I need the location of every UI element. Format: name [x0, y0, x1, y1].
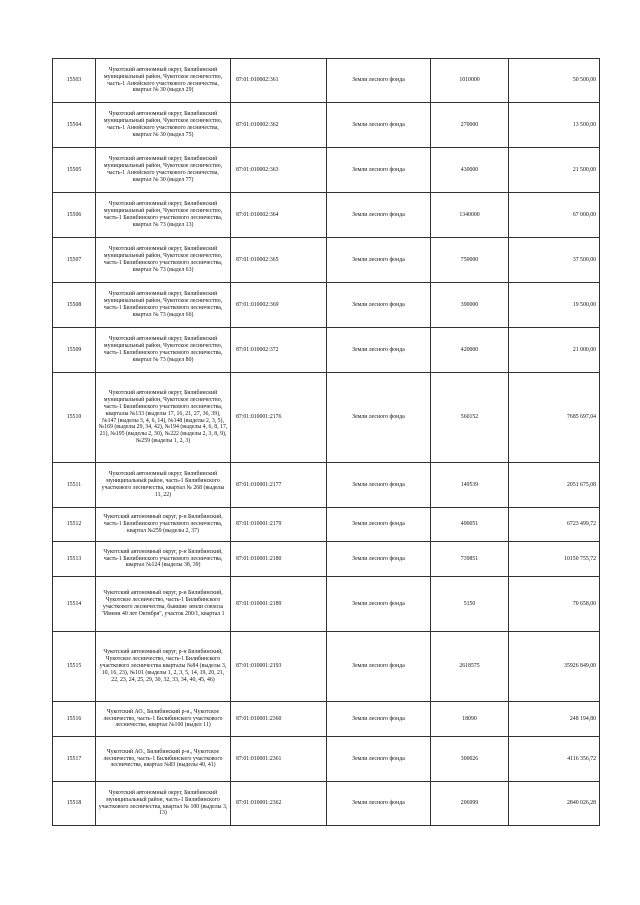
- location-description: Чукотский автономный округ, р-н Билибинский, часть-1 Билибинского участкового лесничества, квартал №124 (выделы 38, 39): [96, 542, 231, 577]
- amount-value: 2051 675,08: [509, 463, 600, 508]
- cadastral-number: 87:01:010001:2193: [231, 632, 327, 702]
- table-row: [53, 463, 600, 508]
- table-row: [53, 283, 600, 328]
- row-number: 15507: [53, 238, 96, 283]
- row-number: 15505: [53, 148, 96, 193]
- location-description: Чукотский автономный округ, Билибинский муниципальный район, Чукотское лесничество, часть-1 Анюйского участкового лесничества, квартал № 30 (выдел 77): [96, 148, 231, 193]
- cadastral-number: 87:01:010001:2180: [231, 542, 327, 577]
- row-number: 15515: [53, 632, 96, 702]
- location-description: Чукотский автономный округ, Билибинский муниципальный район, Чукотское лесничество, часть-1 Билибинского участкового лесничества, квартал № 73 (выдел 66): [96, 283, 231, 328]
- cadastral-number: 87:01:010002:364: [231, 193, 327, 238]
- area-value: 560152: [431, 373, 509, 463]
- row-number: 15509: [53, 328, 96, 373]
- cadastral-number: 87:01:010001:2189: [231, 577, 327, 632]
- land-category: Земли лесного фонда: [327, 59, 431, 103]
- location-description: Чукотский автономный округ, р-н Билибинский, Чукотское лесничество, часть-1 Билибинского участкового лесничества, бывшие земли совхоза "Имени 40 лет Октября", участок 200/1, квартал 1: [96, 577, 231, 632]
- location-description: Чукотский автономный округ, Билибинский муниципальный район, часть-1 Билибинского участкового лесничества, квартал № 268 (выделы 11, 22): [96, 463, 231, 508]
- area-value: 1340000: [431, 193, 509, 238]
- amount-value: 50 500,00: [509, 59, 600, 103]
- cadastral-number: 87:01:010001:2179: [231, 508, 327, 542]
- cadastral-number: 87:01:010001:2361: [231, 737, 327, 782]
- location-description: Чукотский автономный округ, Билибинский муниципальный район, часть-1 Билибинского участкового лесничества, квартал № 100 (выделы 3, 13): [96, 782, 231, 826]
- table-row: [53, 59, 600, 103]
- cadastral-number: 87:01:010002:365: [231, 238, 327, 283]
- amount-value: 35926 849,00: [509, 632, 600, 702]
- amount-value: 6723 499,72: [509, 508, 600, 542]
- location-description: Чукотский автономный округ, Билибинский муниципальный район, Чукотское лесничество, часть-1 Анюйского участкового лесничества, квартал № 30 (выдел 29): [96, 59, 231, 103]
- amount-value: 21 000,00: [509, 328, 600, 373]
- cadastral-number: 87:01:010002:363: [231, 148, 327, 193]
- table-row: [53, 782, 600, 826]
- area-value: 739851: [431, 542, 509, 577]
- location-description: Чукотский автономный округ, р-н Билибинский, Чукотское лесничество, часть-1 Билибинского участкового лесничества кварталы №84 (выделы 3, 10, 16, 23), №101 (выделы 1, 2, 3, 5, 14, 19, 20, 21, 22, 23, 24, 25, 29, 30, 32, 33, 34, 40, 45, 46): [96, 632, 231, 702]
- land-category: Земли лесного фонда: [327, 463, 431, 508]
- table-row: [53, 238, 600, 283]
- row-number: 15510: [53, 373, 96, 463]
- area-value: 490051: [431, 508, 509, 542]
- area-value: 390000: [431, 283, 509, 328]
- area-value: 18090: [431, 702, 509, 737]
- land-category: Земли лесного фонда: [327, 373, 431, 463]
- land-category: Земли лесного фонда: [327, 328, 431, 373]
- area-value: 206999: [431, 782, 509, 826]
- amount-value: 10150 755,72: [509, 542, 600, 577]
- row-number: 15511: [53, 463, 96, 508]
- location-description: Чукотский АО., Билибинский р-н., Чукотское лесничество, часть-1 Билибинского участкового лесничества, квартал №83 (выделы 40, 41): [96, 737, 231, 782]
- amount-value: 19 500,00: [509, 283, 600, 328]
- location-description: Чукотский автономный округ, Билибинский муниципальный район, Чукотское лесничество, часть-1 Билибинского участкового лесничества, квартал № 73 (выдел 80): [96, 328, 231, 373]
- table-row: [53, 632, 600, 702]
- table-row: [53, 737, 600, 782]
- land-category: Земли лесного фонда: [327, 702, 431, 737]
- area-value: 420000: [431, 328, 509, 373]
- land-category: Земли лесного фонда: [327, 782, 431, 826]
- table-row: [53, 373, 600, 463]
- cadastral-number: 87:01:010001:2177: [231, 463, 327, 508]
- land-category: Земли лесного фонда: [327, 148, 431, 193]
- area-value: 5150: [431, 577, 509, 632]
- row-number: 15516: [53, 702, 96, 737]
- row-number: 15504: [53, 103, 96, 148]
- amount-value: 2840 026,28: [509, 782, 600, 826]
- table-row: [53, 577, 600, 632]
- table-row: [53, 508, 600, 542]
- table-row: [53, 148, 600, 193]
- land-category: Земли лесного фонда: [327, 283, 431, 328]
- cadastral-number: 87:01:010001:2360: [231, 702, 327, 737]
- row-number: 15508: [53, 283, 96, 328]
- row-number: 15503: [53, 59, 96, 103]
- row-number: 15513: [53, 542, 96, 577]
- cadastral-number: 87:01:010002:369: [231, 283, 327, 328]
- area-value: 2618575: [431, 632, 509, 702]
- land-category: Земли лесного фонда: [327, 238, 431, 283]
- row-number: 15512: [53, 508, 96, 542]
- land-category: Земли лесного фонда: [327, 542, 431, 577]
- table-row: [53, 542, 600, 577]
- area-value: 1010000: [431, 59, 509, 103]
- cadastral-number: 87:01:010001:2362: [231, 782, 327, 826]
- location-description: Чукотский автономный округ, Билибинский муниципальный район, Чукотское лесничество, часть-1 Билибинского участкового лесничества, кварталы №133 (выделы 17, 16, 21, 27, 36, 39), №147 (выделы 3, 4, 6, 14), №148 (выделы 2, 3, 5), №169 (выделы 29, 34, 42), №194 (выделы 4, 6, 8, 17, 21), №195 (выделы 2, 30), №222 (выделы 2, 3, 8, 9), №259 (выделы 1, 2, 3): [96, 373, 231, 463]
- area-value: 750000: [431, 238, 509, 283]
- location-description: Чукотский автономный округ, Билибинский муниципальный район, Чукотское лесничество, часть-1 Анюйского участкового лесничества, квартал № 30 (выдел 75): [96, 103, 231, 148]
- land-category: Земли лесного фонда: [327, 737, 431, 782]
- table-row: [53, 702, 600, 737]
- amount-value: 70 658,00: [509, 577, 600, 632]
- table-row: [53, 328, 600, 373]
- cadastral-number: 87:01:010002:361: [231, 59, 327, 103]
- amount-value: 13 500,00: [509, 103, 600, 148]
- location-description: Чукотский автономный округ, Билибинский муниципальный район, Чукотское лесничество, часть-1 Билибинского участкового лесничества, квартал № 73 (выдел 63): [96, 238, 231, 283]
- location-description: Чукотский автономный округ, Билибинский муниципальный район, Чукотское лесничество, часть-1 Билибинского участкового лесничества, квартал № 73 (выдел 13): [96, 193, 231, 238]
- cadastral-number: 87:01:010002:362: [231, 103, 327, 148]
- amount-value: 7685 697,04: [509, 373, 600, 463]
- land-plots-table: [52, 58, 600, 826]
- row-number: 15517: [53, 737, 96, 782]
- location-description: Чукотский АО., Билибинский р-н., Чукотское лесничество, часть-1 Билибинского участкового лесничества, квартал №100 (выдел 11): [96, 702, 231, 737]
- row-number: 15518: [53, 782, 96, 826]
- amount-value: 21 500,00: [509, 148, 600, 193]
- amount-value: 248 194,80: [509, 702, 600, 737]
- location-description: Чукотский автономный округ, р-н Билибинский, часть-1 Билибинского участкового лесничества, квартал №259 (выделы 2, 37): [96, 508, 231, 542]
- area-value: 300026: [431, 737, 509, 782]
- land-category: Земли лесного фонда: [327, 103, 431, 148]
- amount-value: 37 500,00: [509, 238, 600, 283]
- area-value: 430000: [431, 148, 509, 193]
- area-value: 149539: [431, 463, 509, 508]
- land-category: Земли лесного фонда: [327, 193, 431, 238]
- land-category: Земли лесного фонда: [327, 577, 431, 632]
- row-number: 15506: [53, 193, 96, 238]
- amount-value: 4116 356,72: [509, 737, 600, 782]
- cadastral-number: 87:01:010001:2176: [231, 373, 327, 463]
- table-row: [53, 193, 600, 238]
- area-value: 270000: [431, 103, 509, 148]
- row-number: 15514: [53, 577, 96, 632]
- cadastral-number: 87:01:010002:372: [231, 328, 327, 373]
- land-category: Земли лесного фонда: [327, 632, 431, 702]
- amount-value: 67 000,00: [509, 193, 600, 238]
- table-row: [53, 103, 600, 148]
- land-category: Земли лесного фонда: [327, 508, 431, 542]
